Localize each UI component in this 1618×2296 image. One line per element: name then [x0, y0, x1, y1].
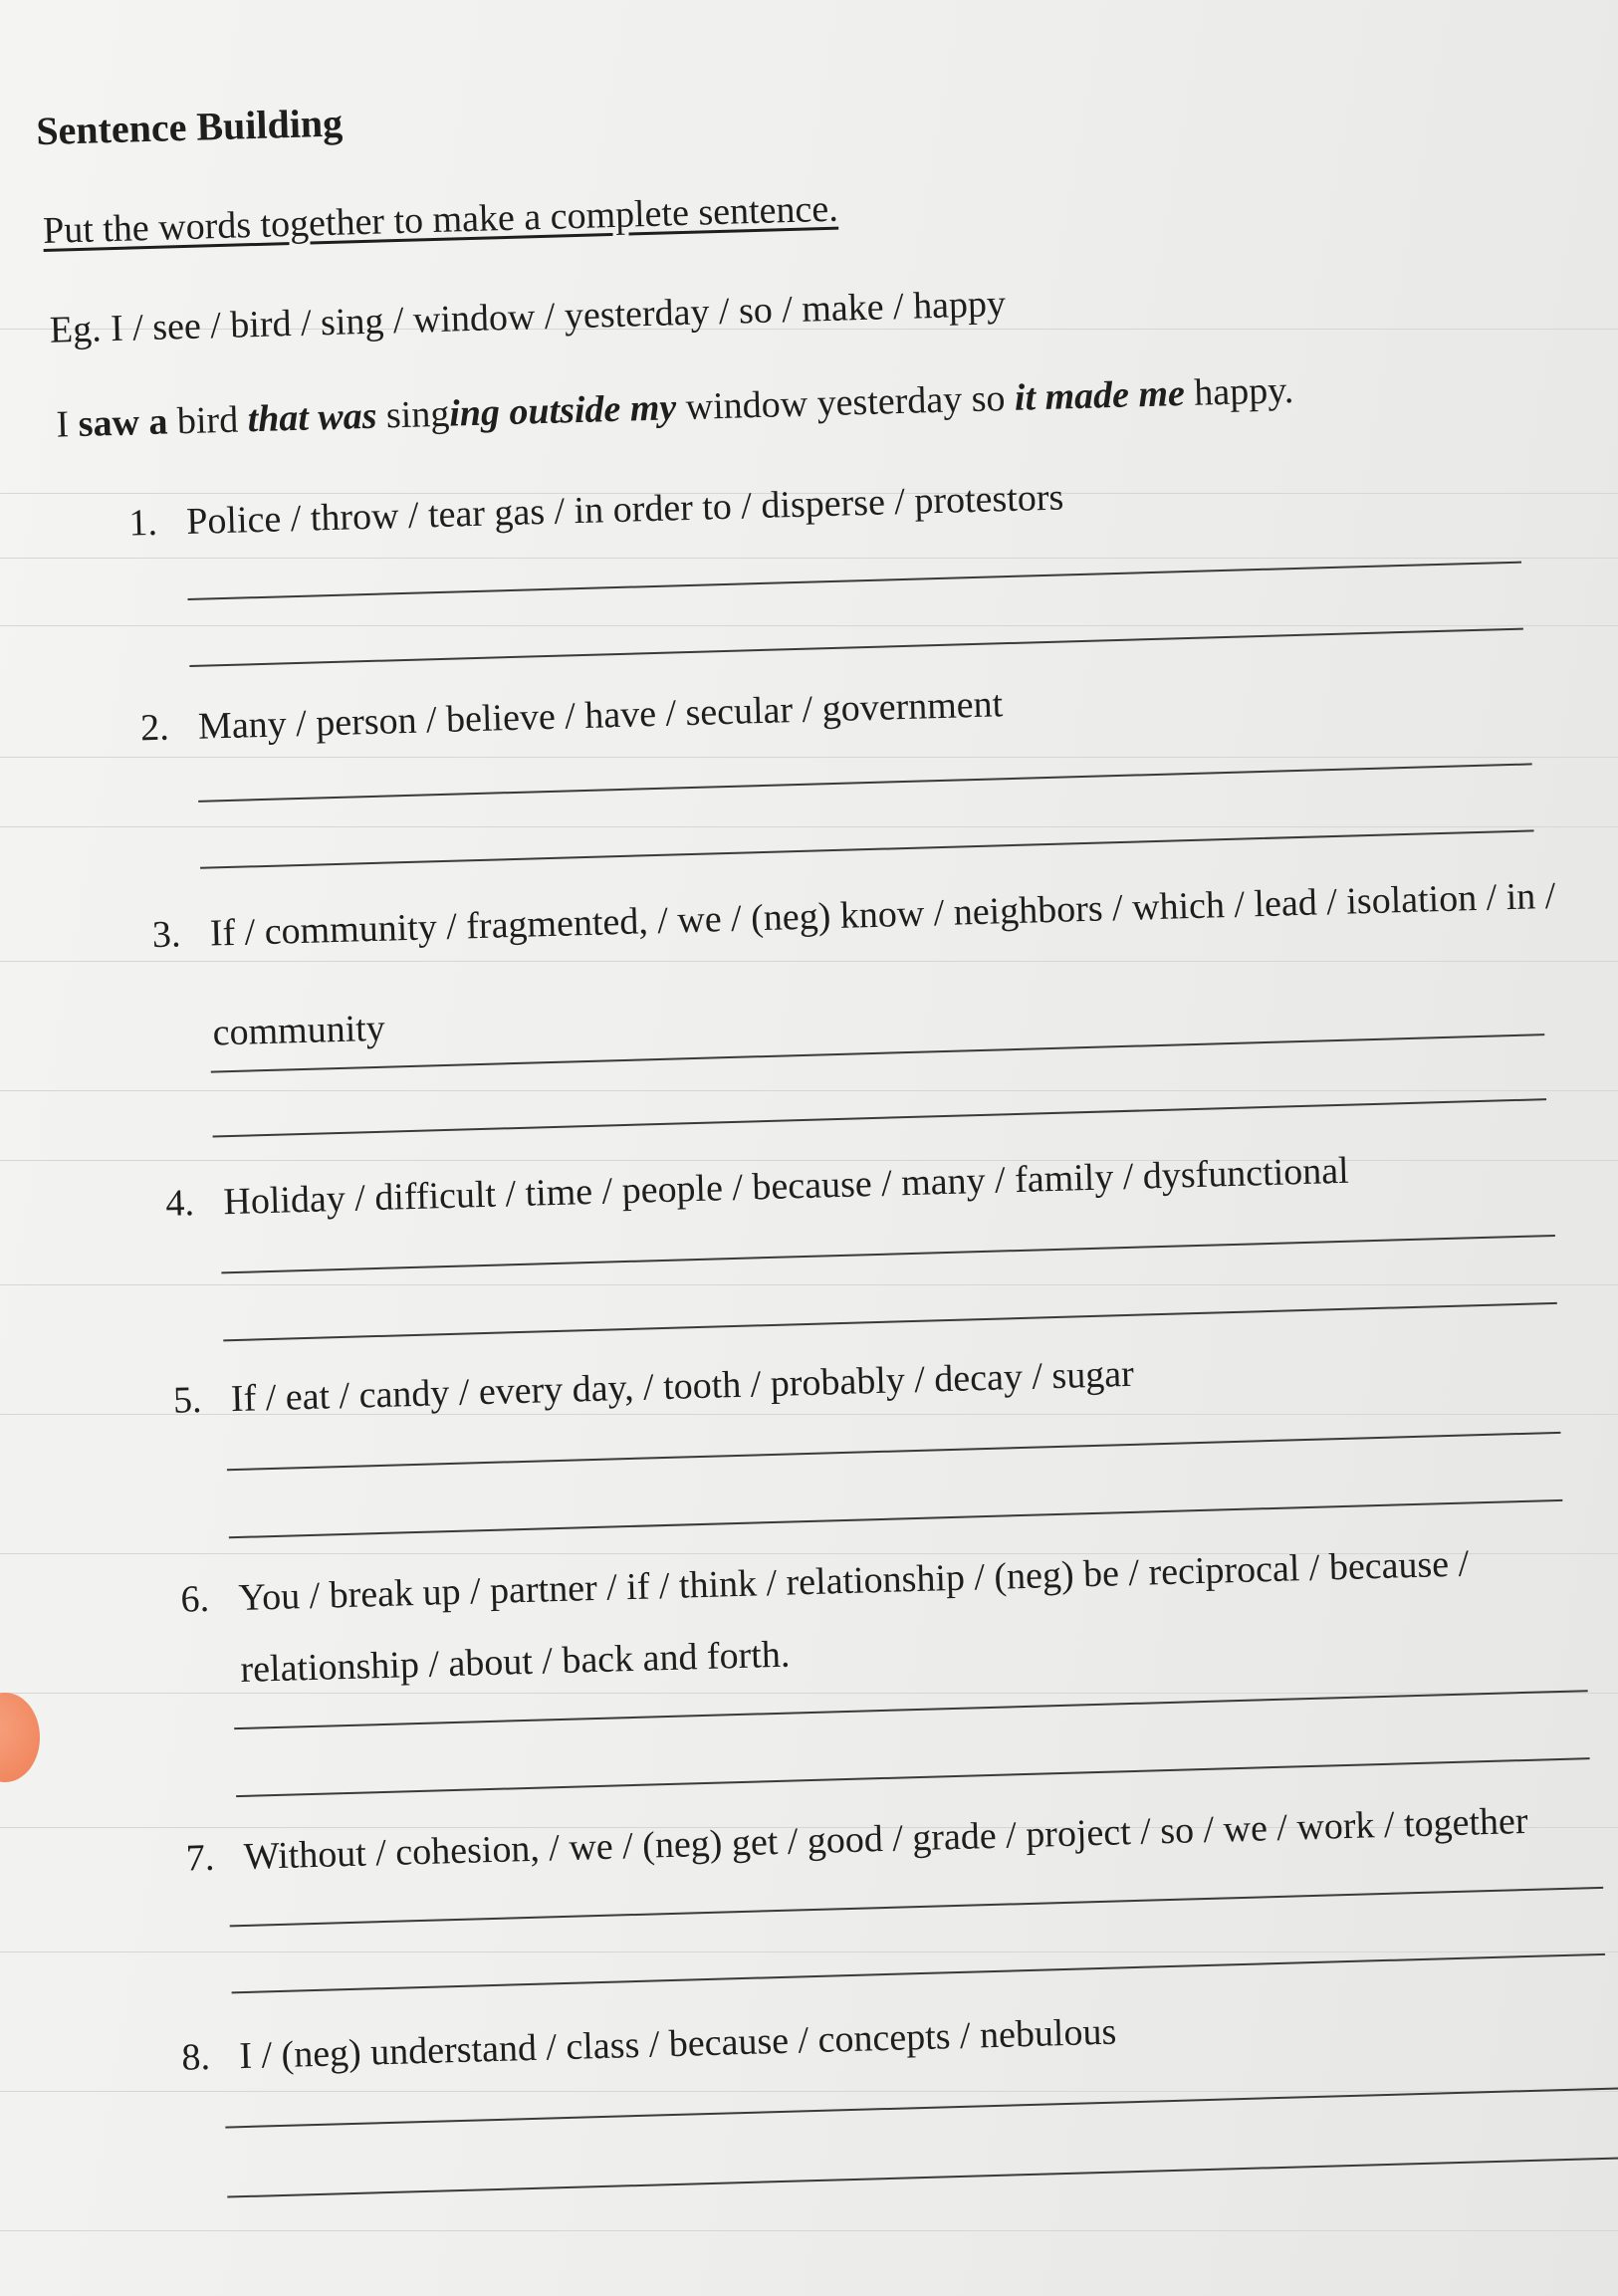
- question-number: 5.: [172, 1378, 203, 1422]
- answer-line[interactable]: [232, 1953, 1606, 1994]
- question-text: You / break up / partner / if / think / relationship / (neg) be / reciprocal / because /: [237, 1542, 1470, 1619]
- answer-part: window yesterday so: [675, 376, 1016, 429]
- question-number: 1.: [127, 501, 158, 545]
- answer-part-bold-italic: ing outside my: [448, 386, 677, 435]
- question-number: 3.: [151, 913, 181, 957]
- answer-line[interactable]: [221, 1235, 1555, 1273]
- example-answer: [56, 368, 1294, 447]
- question-6-continued: relationship / about / back and forth.: [239, 1633, 791, 1691]
- answer-line[interactable]: [229, 1499, 1563, 1538]
- question-text: If / community / fragmented, / we / (neg) know / neighbors / which / lead / isolation / in /: [209, 874, 1556, 955]
- question-number: 2.: [139, 706, 170, 750]
- answer-line[interactable]: [223, 1302, 1557, 1341]
- answer-part-bold: saw a: [78, 400, 169, 446]
- question-2: [139, 682, 1003, 750]
- finger-tip: [0, 1693, 40, 1782]
- question-text: Police / throw / tear gas / in order to / disperse / protestors: [185, 476, 1064, 544]
- answer-part: sing: [375, 392, 450, 437]
- question-text: If / eat / candy / every day, / tooth / probably / decay / sugar: [230, 1352, 1135, 1421]
- answer-line[interactable]: [189, 628, 1523, 667]
- question-text: Holiday / difficult / time / people / because / many / family / dysfunctional: [222, 1149, 1350, 1224]
- question-number: 8.: [180, 2035, 211, 2079]
- question-6: [180, 1542, 1470, 1622]
- question-number: 6.: [179, 1577, 210, 1621]
- answer-line[interactable]: [225, 2087, 1618, 2128]
- question-number: 7.: [185, 1836, 215, 1880]
- question-text: Many / person / believe / have / secular / government: [197, 683, 1004, 748]
- question-1: [128, 475, 1064, 545]
- question-3: [151, 874, 1556, 957]
- answer-line[interactable]: [236, 1757, 1590, 1797]
- question-5: [172, 1352, 1134, 1423]
- page-title: Sentence Building: [35, 100, 344, 154]
- answer-line[interactable]: [200, 829, 1534, 868]
- answer-line[interactable]: [227, 2157, 1618, 2197]
- answer-part-bold-italic: it made me: [1014, 372, 1186, 419]
- question-text: I / (neg) understand / class / because / concepts / nebulous: [238, 2010, 1117, 2078]
- answer-part: bird: [166, 398, 249, 443]
- answer-line[interactable]: [230, 1887, 1604, 1928]
- question-8: [181, 2010, 1117, 2080]
- question-text: Without / cohesion, / we / (neg) get / good / grade / project / so / we / work / together: [243, 1799, 1529, 1878]
- example-prompt: Eg. I / see / bird / sing / window / yesterday / so / make / happy: [49, 282, 1007, 351]
- answer-line[interactable]: [234, 1690, 1588, 1729]
- answer-line[interactable]: [227, 1432, 1561, 1471]
- answer-part-bold-italic: that was: [247, 394, 378, 441]
- answer-part: I: [55, 403, 80, 446]
- answer-line[interactable]: [211, 1033, 1545, 1072]
- question-4: [165, 1149, 1349, 1226]
- answer-line[interactable]: [198, 763, 1532, 802]
- question-number: 4.: [164, 1182, 195, 1225]
- answer-line[interactable]: [213, 1098, 1547, 1137]
- instruction-text: Put the words together to make a complete sentence.: [42, 187, 839, 252]
- question-3-continued: community: [212, 1007, 386, 1054]
- question-7: [185, 1799, 1528, 1881]
- answer-line[interactable]: [187, 562, 1521, 600]
- answer-part: happy.: [1184, 368, 1294, 414]
